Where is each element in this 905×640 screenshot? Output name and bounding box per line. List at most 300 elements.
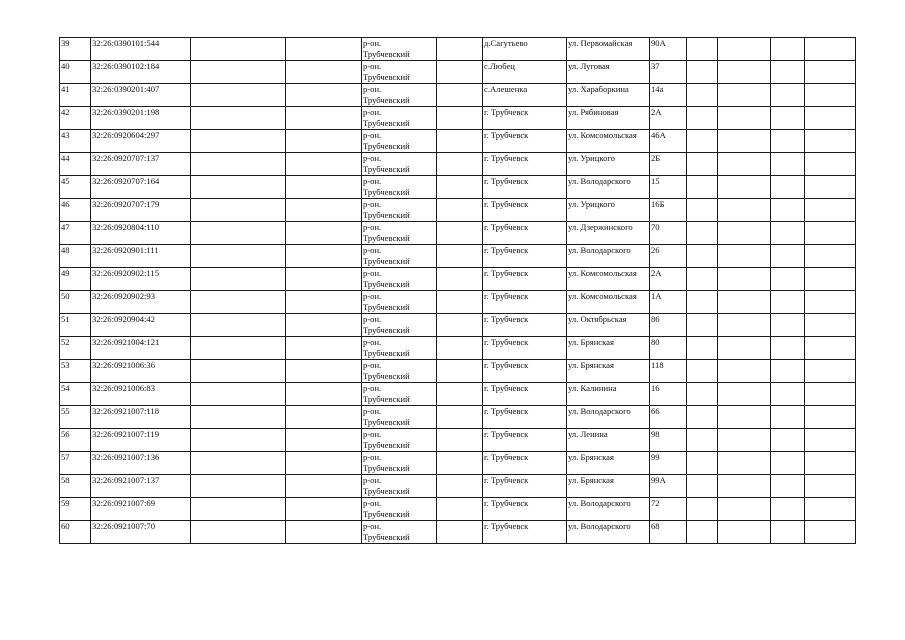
row-number-cell [60, 130, 91, 153]
district-name: Трубчевский [363, 95, 410, 105]
table-row [60, 360, 856, 383]
district-prefix: р-он. [363, 84, 382, 94]
row-number-cell [60, 153, 91, 176]
empty-cell [718, 153, 771, 176]
table-row [60, 38, 856, 61]
empty-cell [718, 498, 771, 521]
house-number: 2А [651, 268, 662, 278]
district-prefix: р-он. [363, 107, 382, 117]
row-number: 48 [61, 245, 70, 255]
district-cell [362, 61, 437, 84]
empty-cell [286, 268, 362, 291]
district-cell [362, 107, 437, 130]
cadastral-number: 32:26:0921007:136 [92, 452, 160, 462]
empty-cell [771, 61, 805, 84]
house-number-cell [650, 475, 687, 498]
street-cell [567, 61, 650, 84]
row-number: 52 [61, 337, 70, 347]
house-number: 99А [651, 475, 666, 485]
table-row [60, 268, 856, 291]
empty-cell [718, 406, 771, 429]
house-number: 68 [651, 521, 660, 531]
empty-cell [191, 475, 286, 498]
locality-cell [483, 406, 567, 429]
district-cell [362, 314, 437, 337]
district-cell [362, 268, 437, 291]
district-prefix: р-он. [363, 475, 382, 485]
empty-cell [718, 61, 771, 84]
house-number-cell [650, 222, 687, 245]
district-name: Трубчевский [363, 348, 410, 358]
house-number: 16 [651, 383, 660, 393]
table-row [60, 176, 856, 199]
street: ул. Володарского [568, 406, 631, 416]
row-number-cell [60, 291, 91, 314]
cadastral-number-cell [91, 383, 191, 406]
empty-cell [805, 337, 856, 360]
empty-cell [771, 268, 805, 291]
empty-cell [805, 84, 856, 107]
house-number: 66 [651, 406, 660, 416]
house-number: 37 [651, 61, 660, 71]
empty-cell [687, 521, 718, 544]
district-prefix: р-он. [363, 130, 382, 140]
empty-cell [286, 61, 362, 84]
empty-cell [687, 107, 718, 130]
street: ул. Володарского [568, 176, 631, 186]
street: ул. Рябиновая [568, 107, 619, 117]
cadastral-number: 32:26:0390201:198 [92, 107, 160, 117]
house-number: 2А [651, 107, 662, 117]
district-cell [362, 406, 437, 429]
empty-cell [718, 130, 771, 153]
district-cell [362, 291, 437, 314]
district-prefix: р-он. [363, 314, 382, 324]
empty-cell [687, 61, 718, 84]
table-row [60, 291, 856, 314]
empty-cell [286, 406, 362, 429]
row-number: 49 [61, 268, 70, 278]
empty-cell [687, 199, 718, 222]
empty-cell [437, 337, 483, 360]
table-row [60, 452, 856, 475]
empty-cell [718, 314, 771, 337]
house-number: 2Б [651, 153, 661, 163]
row-number-cell [60, 176, 91, 199]
empty-cell [286, 245, 362, 268]
street: ул. Хараборкина [568, 84, 629, 94]
empty-cell [687, 130, 718, 153]
cadastral-number: 32:26:0390201:407 [92, 84, 160, 94]
cadastral-number: 32:26:0921007:69 [92, 498, 156, 508]
empty-cell [286, 314, 362, 337]
house-number-cell [650, 199, 687, 222]
row-number-cell [60, 38, 91, 61]
street-cell [567, 176, 650, 199]
street: ул. Володарского [568, 498, 631, 508]
district-prefix: р-он. [363, 360, 382, 370]
table-row [60, 84, 856, 107]
district-name: Трубчевский [363, 417, 410, 427]
street-cell [567, 314, 650, 337]
row-number: 44 [61, 153, 70, 163]
row-number: 58 [61, 475, 70, 485]
locality: г. Трубчевск [484, 360, 529, 370]
document-page [59, 37, 855, 544]
empty-cell [191, 314, 286, 337]
cadastral-number-cell [91, 153, 191, 176]
street-cell [567, 337, 650, 360]
street-cell [567, 383, 650, 406]
row-number-cell [60, 452, 91, 475]
empty-cell [805, 153, 856, 176]
district-cell [362, 429, 437, 452]
street: ул. Урицкого [568, 199, 615, 209]
empty-cell [687, 38, 718, 61]
street-cell [567, 222, 650, 245]
row-number-cell [60, 199, 91, 222]
empty-cell [771, 337, 805, 360]
locality: г. Трубчевск [484, 268, 529, 278]
empty-cell [771, 38, 805, 61]
empty-cell [437, 153, 483, 176]
locality: г. Трубчевск [484, 176, 529, 186]
empty-cell [286, 452, 362, 475]
district-cell [362, 452, 437, 475]
empty-cell [805, 130, 856, 153]
house-number: 99 [651, 452, 660, 462]
row-number-cell [60, 383, 91, 406]
cadastral-number-cell [91, 337, 191, 360]
empty-cell [687, 176, 718, 199]
empty-cell [437, 268, 483, 291]
table-row [60, 199, 856, 222]
row-number: 39 [61, 38, 70, 48]
empty-cell [191, 84, 286, 107]
house-number: 16Б [651, 199, 665, 209]
cadastral-number: 32:26:0921007:70 [92, 521, 156, 531]
cadastral-number: 32:26:0920902:115 [92, 268, 159, 278]
street: ул. Ленина [568, 429, 608, 439]
street-cell [567, 406, 650, 429]
row-number: 40 [61, 61, 70, 71]
cadastral-number: 32:26:0921004:121 [92, 337, 160, 347]
locality: г. Трубчевск [484, 337, 529, 347]
cadastral-number: 32:26:0920902:93 [92, 291, 156, 301]
cadastral-number: 32:26:0921006:36 [92, 360, 156, 370]
empty-cell [191, 268, 286, 291]
district-name: Трубчевский [363, 256, 410, 266]
street-cell [567, 452, 650, 475]
district-cell [362, 222, 437, 245]
empty-cell [771, 498, 805, 521]
cadastral-number-cell [91, 360, 191, 383]
empty-cell [437, 84, 483, 107]
empty-cell [687, 291, 718, 314]
district-prefix: р-он. [363, 153, 382, 163]
empty-cell [687, 498, 718, 521]
locality: г. Трубчевск [484, 498, 529, 508]
district-cell [362, 475, 437, 498]
empty-cell [718, 521, 771, 544]
table-row [60, 498, 856, 521]
empty-cell [771, 245, 805, 268]
street: ул. Октябрьская [568, 314, 627, 324]
street: ул. Комсомольская [568, 291, 637, 301]
house-number: 98 [651, 429, 660, 439]
empty-cell [771, 429, 805, 452]
empty-cell [805, 268, 856, 291]
empty-cell [191, 245, 286, 268]
empty-cell [805, 406, 856, 429]
locality: г. Трубчевск [484, 475, 529, 485]
empty-cell [687, 383, 718, 406]
district-prefix: р-он. [363, 61, 382, 71]
cadastral-number-cell [91, 107, 191, 130]
street-cell [567, 291, 650, 314]
locality: г. Трубчевск [484, 429, 529, 439]
district-name: Трубчевский [363, 325, 410, 335]
district-prefix: р-он. [363, 245, 382, 255]
locality-cell [483, 498, 567, 521]
empty-cell [771, 383, 805, 406]
row-number-cell [60, 107, 91, 130]
empty-cell [805, 452, 856, 475]
street: ул. Урицкого [568, 153, 615, 163]
district-name: Трубчевский [363, 440, 410, 450]
house-number: 26 [651, 245, 660, 255]
empty-cell [718, 383, 771, 406]
district-cell [362, 153, 437, 176]
empty-cell [437, 498, 483, 521]
street-cell [567, 360, 650, 383]
empty-cell [687, 337, 718, 360]
district-cell [362, 130, 437, 153]
house-number-cell [650, 61, 687, 84]
house-number-cell [650, 130, 687, 153]
house-number: 118 [651, 360, 664, 370]
locality: г. Трубчевск [484, 383, 529, 393]
empty-cell [191, 38, 286, 61]
house-number-cell [650, 38, 687, 61]
empty-cell [191, 199, 286, 222]
cadastral-number-cell [91, 521, 191, 544]
street-cell [567, 107, 650, 130]
locality-cell [483, 153, 567, 176]
empty-cell [191, 383, 286, 406]
row-number-cell [60, 498, 91, 521]
locality-cell [483, 130, 567, 153]
district-name: Трубчевский [363, 509, 410, 519]
district-cell [362, 38, 437, 61]
empty-cell [191, 521, 286, 544]
district-cell [362, 84, 437, 107]
empty-cell [805, 199, 856, 222]
street: ул. Брянская [568, 360, 614, 370]
empty-cell [805, 429, 856, 452]
empty-cell [687, 84, 718, 107]
table-row [60, 337, 856, 360]
district-prefix: р-он. [363, 222, 382, 232]
locality-cell [483, 38, 567, 61]
row-number-cell [60, 268, 91, 291]
locality: г. Трубчевск [484, 521, 529, 531]
street: ул. Брянская [568, 337, 614, 347]
locality-cell [483, 176, 567, 199]
street: ул. Володарского [568, 245, 631, 255]
street: ул. Дзержинского [568, 222, 633, 232]
cadastral-number: 32:26:0921007:118 [92, 406, 159, 416]
empty-cell [437, 429, 483, 452]
house-number-cell [650, 360, 687, 383]
empty-cell [286, 176, 362, 199]
empty-cell [771, 291, 805, 314]
cadastral-number-cell [91, 475, 191, 498]
cadastral-number-cell [91, 130, 191, 153]
property-registry-table [59, 37, 856, 544]
row-number-cell [60, 245, 91, 268]
empty-cell [437, 383, 483, 406]
empty-cell [437, 521, 483, 544]
locality: г. Трубчевск [484, 452, 529, 462]
empty-cell [191, 222, 286, 245]
empty-cell [437, 61, 483, 84]
district-name: Трубчевский [363, 371, 410, 381]
house-number-cell [650, 245, 687, 268]
locality: г. Трубчевск [484, 222, 529, 232]
district-cell [362, 337, 437, 360]
district-prefix: р-он. [363, 521, 382, 531]
locality: г. Трубчевск [484, 291, 529, 301]
row-number: 46 [61, 199, 70, 209]
locality: г. Трубчевск [484, 130, 529, 140]
locality-cell [483, 521, 567, 544]
house-number-cell [650, 268, 687, 291]
street: ул. Калинина [568, 383, 617, 393]
table-row [60, 61, 856, 84]
house-number: 80 [651, 337, 660, 347]
locality: с.Алешенка [484, 84, 528, 94]
row-number-cell [60, 61, 91, 84]
district-cell [362, 383, 437, 406]
table-row [60, 383, 856, 406]
table-row [60, 314, 856, 337]
empty-cell [805, 291, 856, 314]
cadastral-number: 32:26:0390101:544 [92, 38, 160, 48]
row-number: 42 [61, 107, 70, 117]
empty-cell [286, 222, 362, 245]
house-number-cell [650, 383, 687, 406]
empty-cell [286, 291, 362, 314]
locality-cell [483, 199, 567, 222]
district-name: Трубчевский [363, 532, 410, 542]
house-number: 1А [651, 291, 662, 301]
house-number-cell [650, 291, 687, 314]
empty-cell [191, 452, 286, 475]
cadastral-number-cell [91, 406, 191, 429]
cadastral-number: 32:26:0921007:137 [92, 475, 160, 485]
empty-cell [805, 521, 856, 544]
table-body [60, 38, 856, 544]
empty-cell [718, 107, 771, 130]
empty-cell [437, 314, 483, 337]
district-name: Трубчевский [363, 141, 410, 151]
locality: г. Трубчевск [484, 406, 529, 416]
house-number-cell [650, 314, 687, 337]
empty-cell [687, 314, 718, 337]
locality-cell [483, 84, 567, 107]
house-number: 14а [651, 84, 664, 94]
district-name: Трубчевский [363, 72, 410, 82]
locality-cell [483, 222, 567, 245]
district-cell [362, 521, 437, 544]
empty-cell [286, 199, 362, 222]
row-number: 45 [61, 176, 70, 186]
empty-cell [286, 498, 362, 521]
district-prefix: р-он. [363, 291, 382, 301]
row-number: 47 [61, 222, 70, 232]
empty-cell [771, 176, 805, 199]
row-number: 56 [61, 429, 70, 439]
district-prefix: р-он. [363, 429, 382, 439]
table-row [60, 406, 856, 429]
cadastral-number: 32:26:0920904:42 [92, 314, 156, 324]
empty-cell [805, 498, 856, 521]
empty-cell [771, 475, 805, 498]
house-number: 46А [651, 130, 666, 140]
empty-cell [771, 314, 805, 337]
empty-cell [687, 475, 718, 498]
empty-cell [718, 360, 771, 383]
empty-cell [191, 406, 286, 429]
empty-cell [286, 360, 362, 383]
cadastral-number-cell [91, 222, 191, 245]
empty-cell [718, 84, 771, 107]
empty-cell [718, 429, 771, 452]
empty-cell [687, 268, 718, 291]
empty-cell [286, 107, 362, 130]
empty-cell [805, 314, 856, 337]
empty-cell [718, 176, 771, 199]
empty-cell [437, 360, 483, 383]
empty-cell [687, 360, 718, 383]
street-cell [567, 130, 650, 153]
district-cell [362, 360, 437, 383]
locality-cell [483, 268, 567, 291]
row-number: 59 [61, 498, 70, 508]
row-number: 53 [61, 360, 70, 370]
house-number-cell [650, 84, 687, 107]
house-number-cell [650, 406, 687, 429]
locality-cell [483, 452, 567, 475]
empty-cell [286, 383, 362, 406]
row-number: 50 [61, 291, 70, 301]
street-cell [567, 245, 650, 268]
row-number: 55 [61, 406, 70, 416]
house-number-cell [650, 107, 687, 130]
district-prefix: р-он. [363, 383, 382, 393]
row-number: 41 [61, 84, 70, 94]
street-cell [567, 38, 650, 61]
district-prefix: р-он. [363, 337, 382, 347]
empty-cell [687, 406, 718, 429]
district-name: Трубчевский [363, 210, 410, 220]
empty-cell [805, 383, 856, 406]
house-number-cell [650, 429, 687, 452]
street-cell [567, 84, 650, 107]
district-name: Трубчевский [363, 394, 410, 404]
cadastral-number: 32:26:0920901:111 [92, 245, 159, 255]
